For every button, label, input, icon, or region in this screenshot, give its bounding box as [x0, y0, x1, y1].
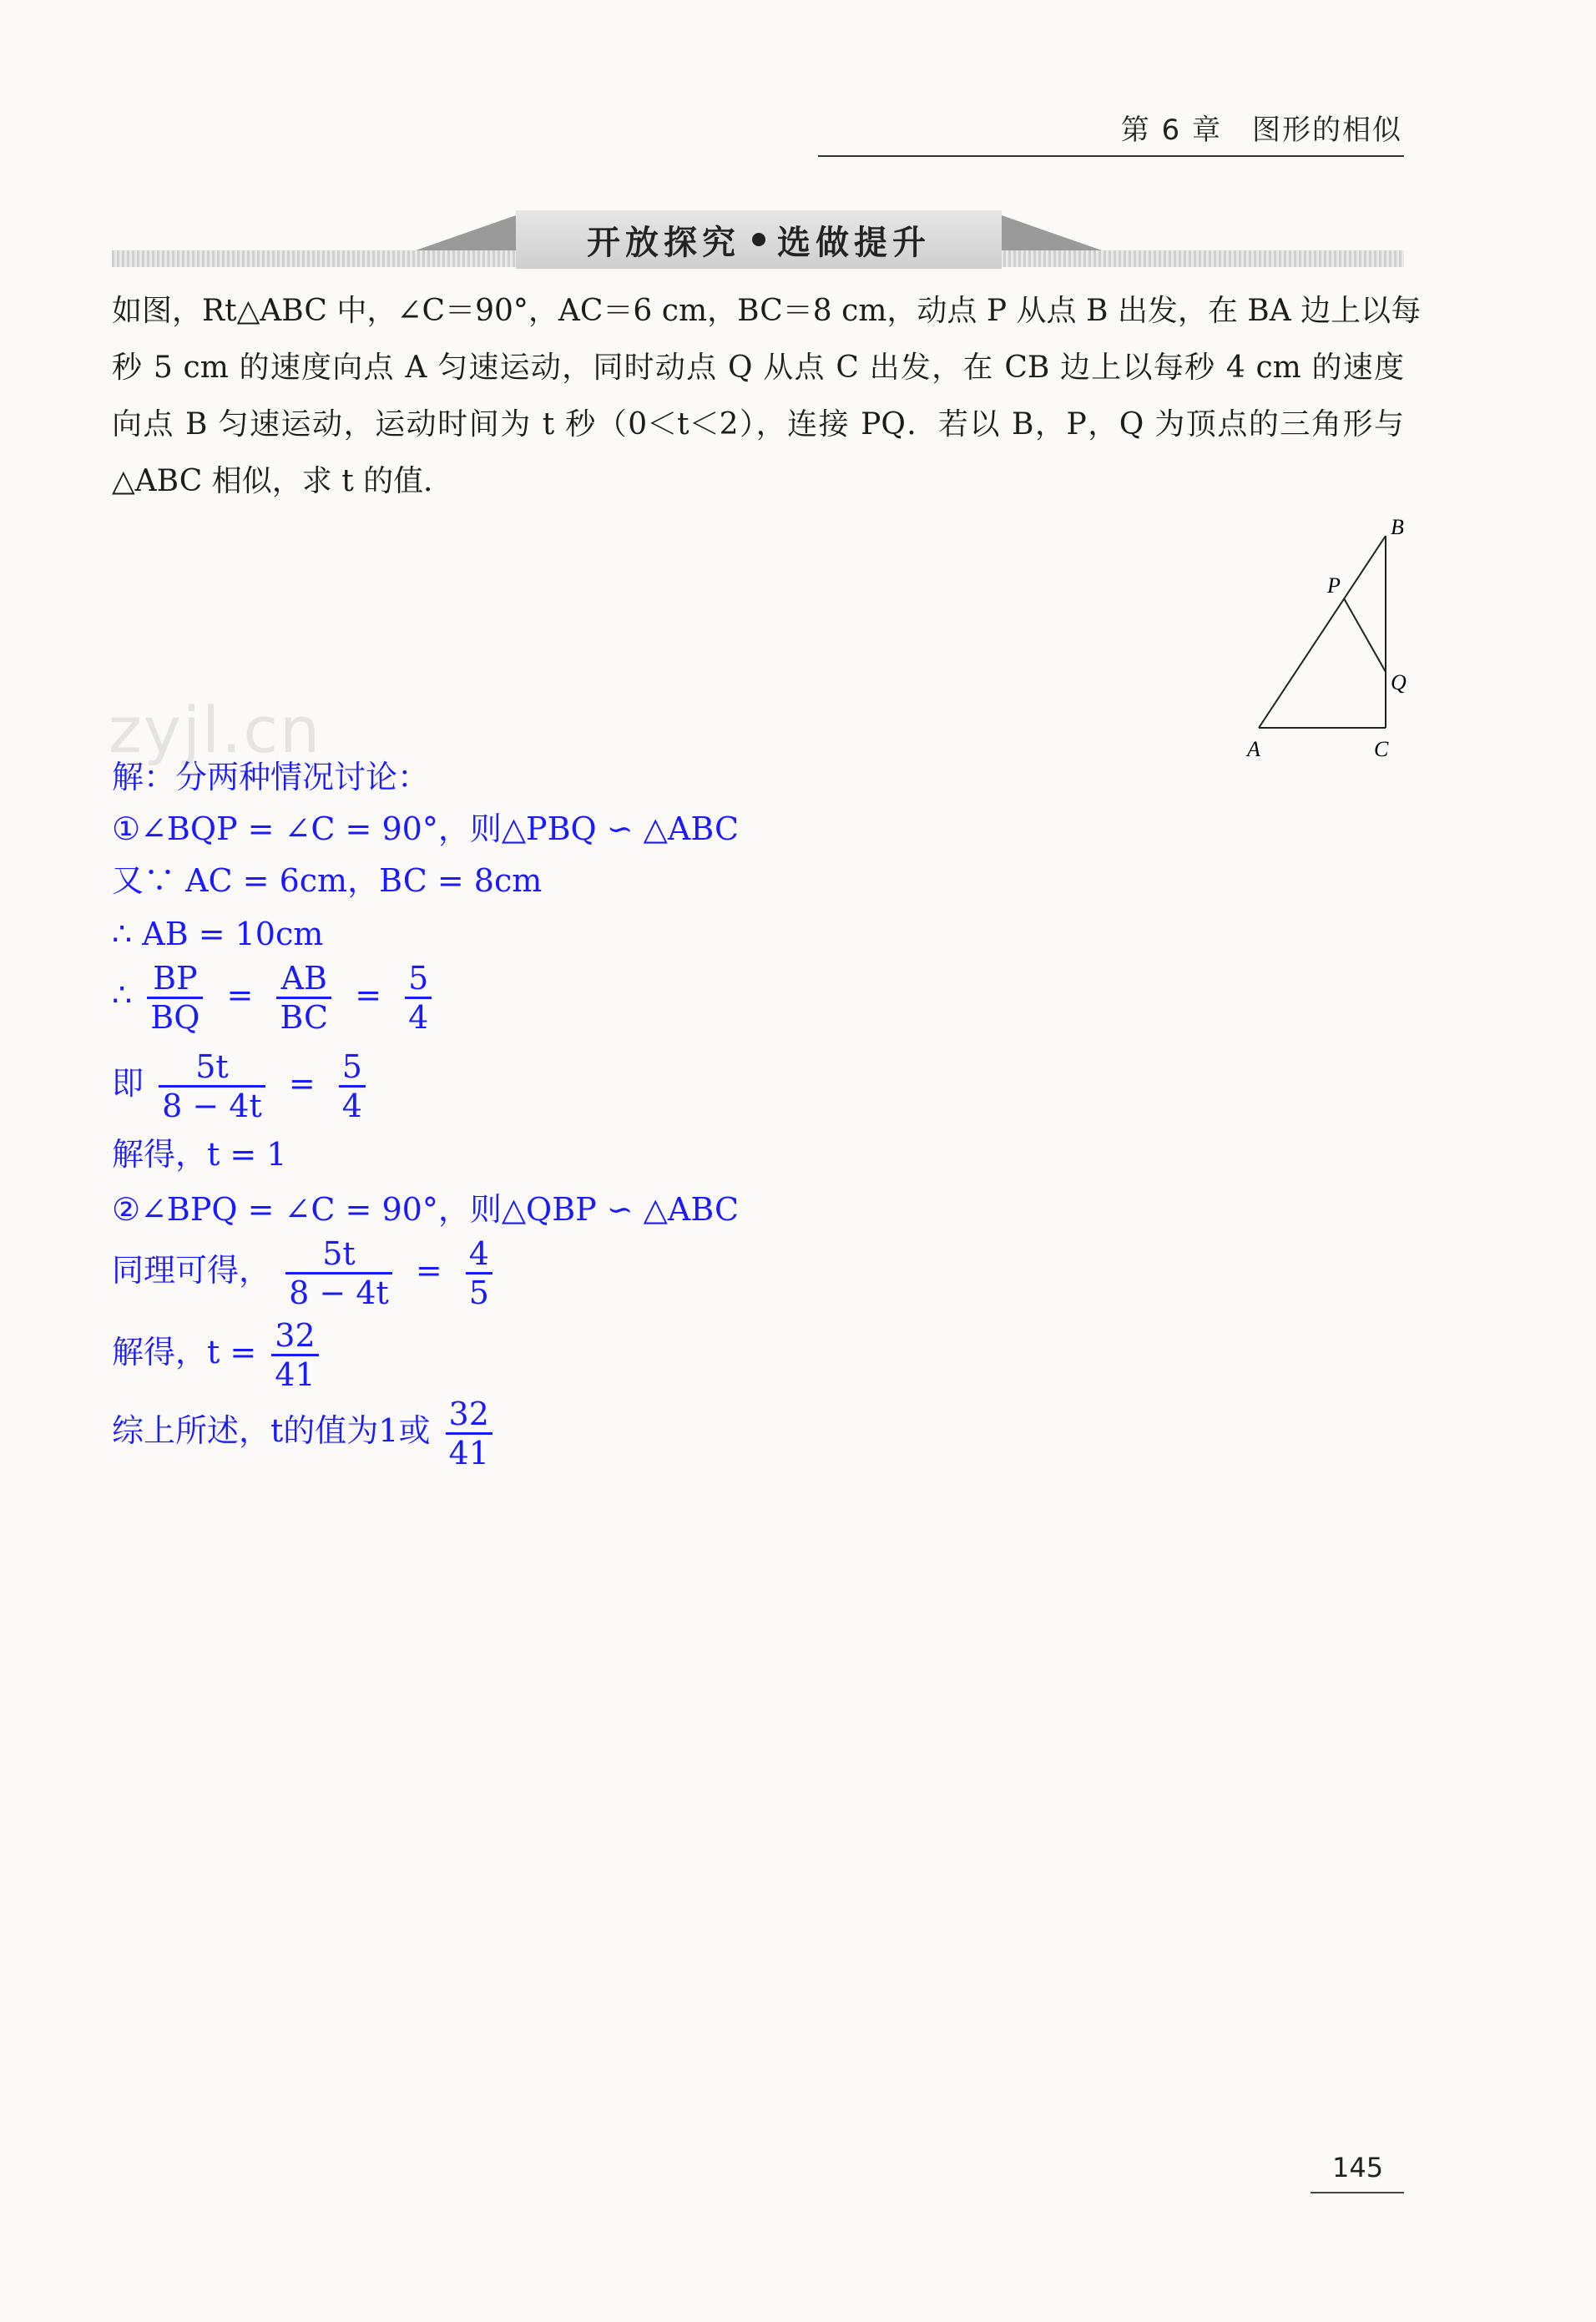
numerator: 32	[275, 1317, 316, 1354]
solution-given: 又∵ AC = 6cm，BC = 8cm	[112, 862, 543, 899]
numerator: 32	[448, 1396, 489, 1432]
equals-sign: =	[226, 977, 254, 1013]
fraction-bp-bq	[147, 960, 203, 1036]
section-banner	[516, 210, 1002, 269]
header-rule	[818, 155, 1404, 157]
tongli-prefix: 同理可得，	[112, 1252, 271, 1289]
fraction-4-5	[466, 1235, 492, 1311]
banner-right-triangle	[1002, 215, 1102, 250]
denominator: 8 − 4t	[285, 1272, 392, 1311]
banner-left-text: 开放探究	[587, 223, 740, 262]
solution-result-1: 解得，t = 1	[112, 1136, 287, 1173]
solution-case-2: ②∠BPQ = ∠C = 90°，则△QBP ∽ △ABC	[112, 1191, 740, 1228]
denominator: 4	[339, 1085, 366, 1124]
denominator: BQ	[147, 997, 203, 1036]
numerator: 5	[408, 960, 429, 997]
fraction-ab-bc	[276, 960, 331, 1036]
equals-sign: =	[288, 1065, 316, 1102]
denominator: 5	[466, 1272, 492, 1311]
problem-line-1: 如图，Rt△ABC 中，∠C＝90°，AC＝6 cm，BC＝8 cm，动点 P 从点 B 出发，在 BA 边上以每	[112, 294, 1422, 328]
denominator: BC	[276, 997, 331, 1036]
side-ab	[1259, 536, 1386, 728]
solution-result-2	[112, 1317, 324, 1393]
triangle-figure	[1235, 509, 1419, 768]
fraction-32-41	[446, 1396, 492, 1471]
label-q: Q	[1391, 670, 1407, 694]
problem-line-2: 秒 5 cm 的速度向点 A 匀速运动，同时动点 Q 从点 C 出发，在 CB 边上以每秒 4 cm 的速度	[112, 351, 1404, 385]
numerator: AB	[280, 960, 327, 997]
segment-pq	[1344, 598, 1386, 672]
result-2-prefix: 解得，t =	[112, 1334, 257, 1370]
therefore-symbol: ∴	[112, 977, 133, 1013]
fraction-5-4	[339, 1048, 366, 1124]
solution-case-1: ①∠BQP = ∠C = 90°，则△PBQ ∽ △ABC	[112, 810, 740, 847]
denominator: 41	[271, 1354, 318, 1393]
label-p: P	[1327, 573, 1341, 598]
label-c: C	[1374, 737, 1389, 761]
fraction-5t-over-8-4t	[285, 1235, 392, 1311]
numerator: BP	[153, 960, 198, 997]
banner-dot	[752, 233, 765, 246]
solution-intro: 解：分两种情况讨论：	[112, 759, 430, 795]
denominator: 8 − 4t	[159, 1085, 265, 1124]
solution-equation-1	[112, 1048, 371, 1124]
solution-ab: ∴ AB = 10cm	[112, 916, 324, 952]
problem-line-3: 向点 B 匀速运动，运动时间为 t 秒（0＜t＜2），连接 PQ．若以 B，P，Q 为顶点的三角形与	[112, 407, 1404, 442]
page-number: 145	[1332, 2152, 1384, 2183]
numerator: 4	[468, 1235, 489, 1272]
fraction-5-4	[405, 960, 432, 1036]
equals-sign: =	[415, 1252, 442, 1289]
conclusion-prefix: 综上所述，t的值为1或	[112, 1412, 431, 1449]
denominator: 4	[405, 997, 432, 1036]
solution-equation-2	[112, 1235, 497, 1311]
watermark: zyjl.cn	[109, 693, 322, 767]
fraction-5t-over-8-4t	[159, 1048, 265, 1124]
numerator: 5	[341, 1048, 362, 1085]
ji-prefix: 即	[112, 1065, 144, 1102]
label-b: B	[1391, 515, 1404, 539]
banner-left-triangle	[416, 215, 516, 250]
page-number-rule	[1311, 2192, 1404, 2193]
solution-ratio-line	[112, 960, 437, 1036]
denominator: 41	[446, 1432, 492, 1471]
numerator: 5t	[195, 1048, 229, 1085]
problem-line-4: △ABC 相似，求 t 的值．	[112, 464, 454, 498]
solution-conclusion	[112, 1396, 497, 1471]
numerator: 5t	[322, 1235, 356, 1272]
chapter-header: 第 6 章 图形的相似	[1120, 114, 1402, 147]
fraction-32-41	[271, 1317, 318, 1393]
label-a: A	[1247, 737, 1260, 761]
banner-right-text: 选做提升	[777, 223, 931, 262]
equals-sign: =	[355, 977, 382, 1013]
